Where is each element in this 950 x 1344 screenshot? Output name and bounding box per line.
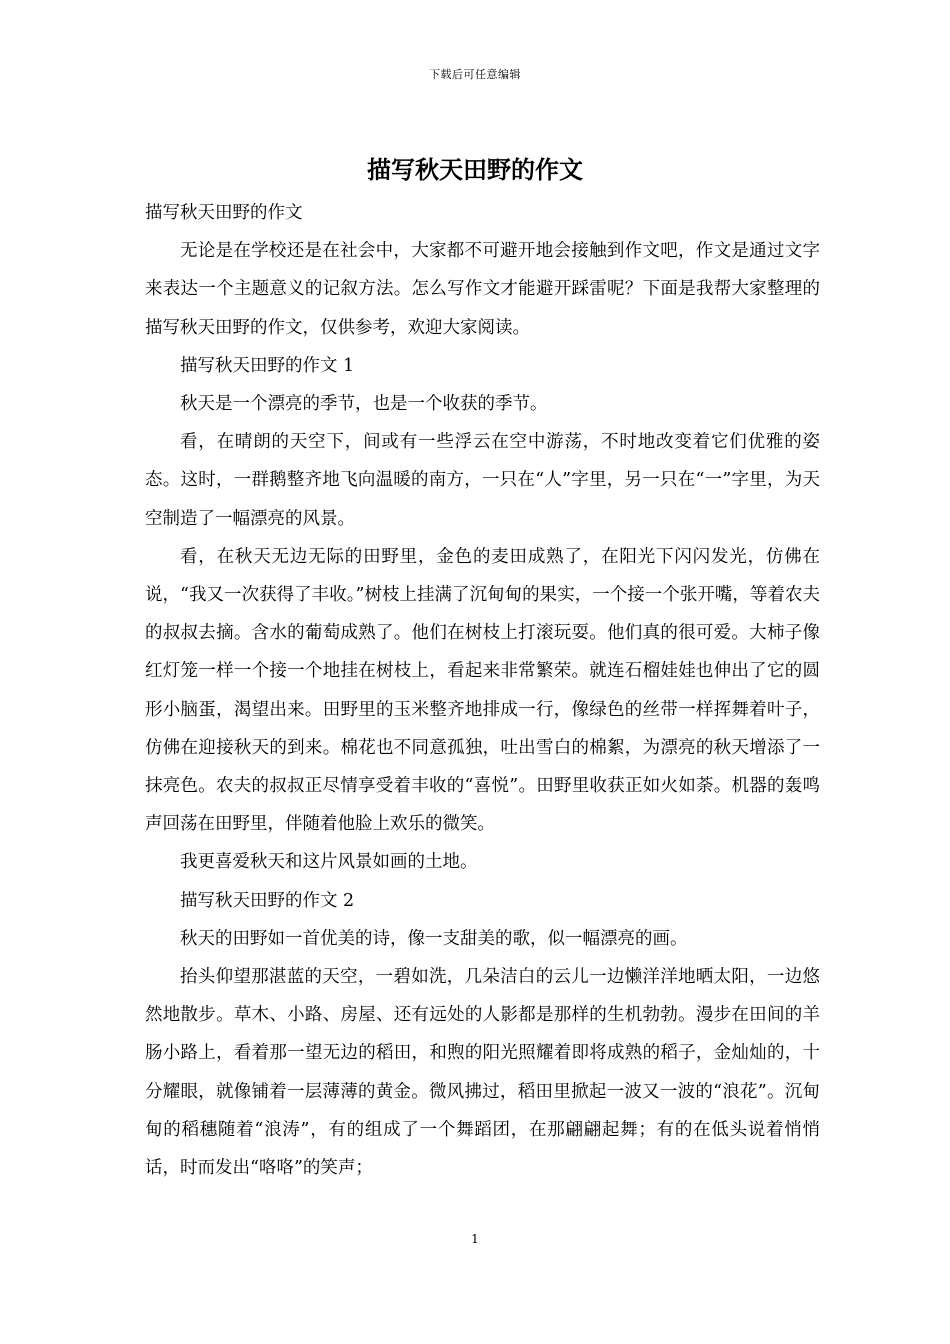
- document-body: [145, 194, 820, 1187]
- page-header: 下载后可任意编辑: [429, 68, 521, 81]
- section-heading-2: 描写秋天田野的作文 2: [180, 890, 355, 911]
- body-paragraph: 看，在秋天无边无际的田野里，金色的麦田成熟了，在阳光下闪闪发光，仿佛在说，“我又一次获得了丰收。”树枝上挂满了沉甸甸的果实，一个接一个张开嘴，等着农夫的叔叔去摘。含水的葡萄成熟了。他们在树枝上打滚玩耍。他们真的很可爱。大柿子像红灯笼一样一个接一个地挂在树枝上，看起来非常繁荣。就连石榴娃娃也伸出了它的圆形小脑蛋，渴望出来。田野里的玉米整齐地排成一行，像绿色的丝带一样挥舞着叶子，仿佛在迎接秋天的到来。棉花也不同意孤独，吐出雪白的棉絮，为漂亮的秋天增添了一抹亮色。农夫的叔叔正尽情享受着丰收的“喜悦”。田野里收获正如火如荼。机器的轰鸣声回荡在田野里，伴随着他脸上欢乐的微笑。: [145, 546, 820, 835]
- document-title: 描写秋天田野的作文: [367, 155, 583, 184]
- body-paragraph: 抬头仰望那湛蓝的天空，一碧如洗，几朵洁白的云儿一边懒洋洋地晒太阳，一边悠然地散步。草木、小路、房屋、还有远处的人影都是那样的生机勃勃。漫步在田间的羊肠小路上，看着那一望无边的稻田，和煦的阳光照耀着即将成熟的稻子，金灿灿的，十分耀眼，就像铺着一层薄薄的黄金。微风拂过，稻田里掀起一波又一波的“浪花”。沉甸甸的稻穗随着“浪涛”，有的组成了一个舞蹈团，在那翩翩起舞；有的在低头说着悄悄话，时而发出“咯咯”的笑声；: [145, 967, 820, 1179]
- section-heading-1: 描写秋天田野的作文 1: [180, 355, 355, 376]
- body-paragraph: 我更喜爱秋天和这片风景如画的土地。: [180, 852, 478, 873]
- subtitle-paragraph: 描写秋天田野的作文: [145, 203, 303, 223]
- page-number: 1: [471, 1232, 479, 1246]
- body-paragraph: 秋天的田野如一首优美的诗，像一支甜美的歌，似一幅漂亮的画。: [180, 928, 688, 949]
- body-paragraph: 秋天是一个漂亮的季节，也是一个收获的季节。: [180, 394, 548, 415]
- intro-paragraph: 无论是在学校还是在社会中，大家都不可避开地会接触到作文吧，作文是通过文字来表达一个主题意义的记叙方法。怎么写作文才能避开踩雷呢？下面是我帮大家整理的描写秋天田野的作文，仅供参考，欢迎大家阅读。: [145, 241, 820, 338]
- body-paragraph: 看，在晴朗的天空下，间或有一些浮云在空中游荡，不时地改变着它们优雅的姿态。这时，一群鹅整齐地飞向温暖的南方，一只在“人”字里，另一只在“一”字里，为天空制造了一幅漂亮的风景。: [145, 432, 820, 529]
